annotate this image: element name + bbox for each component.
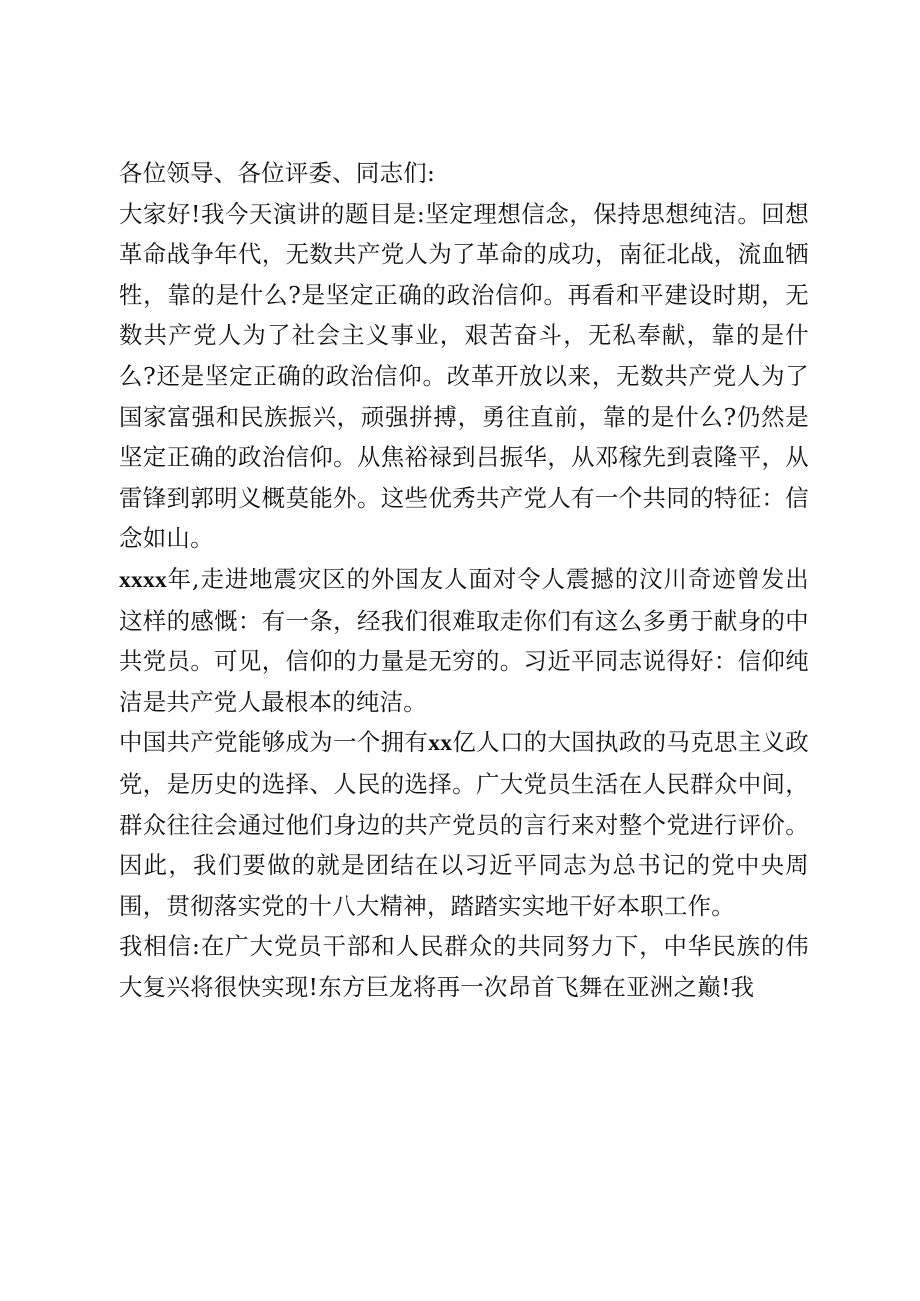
paragraph-text: 亿人口的大国执政的马克思主义政党，是历史的选择、人民的选择。广大党员生活在人民群众中间，群众往往会通过他们身边的共产党员的言行来对整个党进行评价。因此，我们要做的就是团结在以习近平同志为总书记的党中央周围，贯彻落实党的十八大精神，踏踏实实地干好本职工作。 (119, 728, 809, 920)
placeholder-text: xx (428, 730, 453, 757)
body-paragraph (119, 559, 809, 722)
salutation: 各位领导、各位评委、同志们: (119, 159, 436, 187)
body-paragraph (119, 194, 809, 559)
document-body (119, 153, 809, 1007)
paragraph-text: 年,走进地震灾区的外国友人面对令人震撼的汶川奇迹曾发出这样的感慨：有一条，经我们很难取走你们有这么多勇于献身的中共党员。可见，信仰的力量是无穷的。习近平同志说得好：信仰纯洁是共产党人最根本的纯洁。 (119, 564, 809, 716)
placeholder-text: xxxx (119, 566, 167, 593)
body-paragraph (119, 722, 809, 926)
paragraph-text: 中国共产党能够成为一个拥有 (119, 728, 429, 757)
paragraph-text: 我相信:在广大党员干部和人民群众的共同努力下，中华民族的伟大复兴将很快实现!东方巨龙将再一次昂首飞舞在亚洲之巅!我 (119, 932, 809, 1001)
body-paragraph (119, 926, 809, 1007)
paragraph-list (119, 194, 809, 1008)
paragraph-text: 大家好!我今天演讲的题目是:坚定理想信念，保持思想纯洁。回想革命战争年代，无数共产党人为了革命的成功，南征北战，流血牺牲，靠的是什么?是坚定正确的政治信仰。再看和平建设时期，无数共产党人为了社会主义事业，艰苦奋斗，无私奉献，靠的是什么?还是坚定正确的政治信仰。改革开放以来，无数共产党人为了国家富强和民族振兴，顽强拼搏，勇往直前，靠的是什么?仍然是坚定正确的政治信仰。从焦裕禄到吕振华，从邓稼先到袁隆平，从雷锋到郭明义概莫能外。这些优秀共产党人有一个共同的特征：信念如山。 (119, 199, 809, 553)
